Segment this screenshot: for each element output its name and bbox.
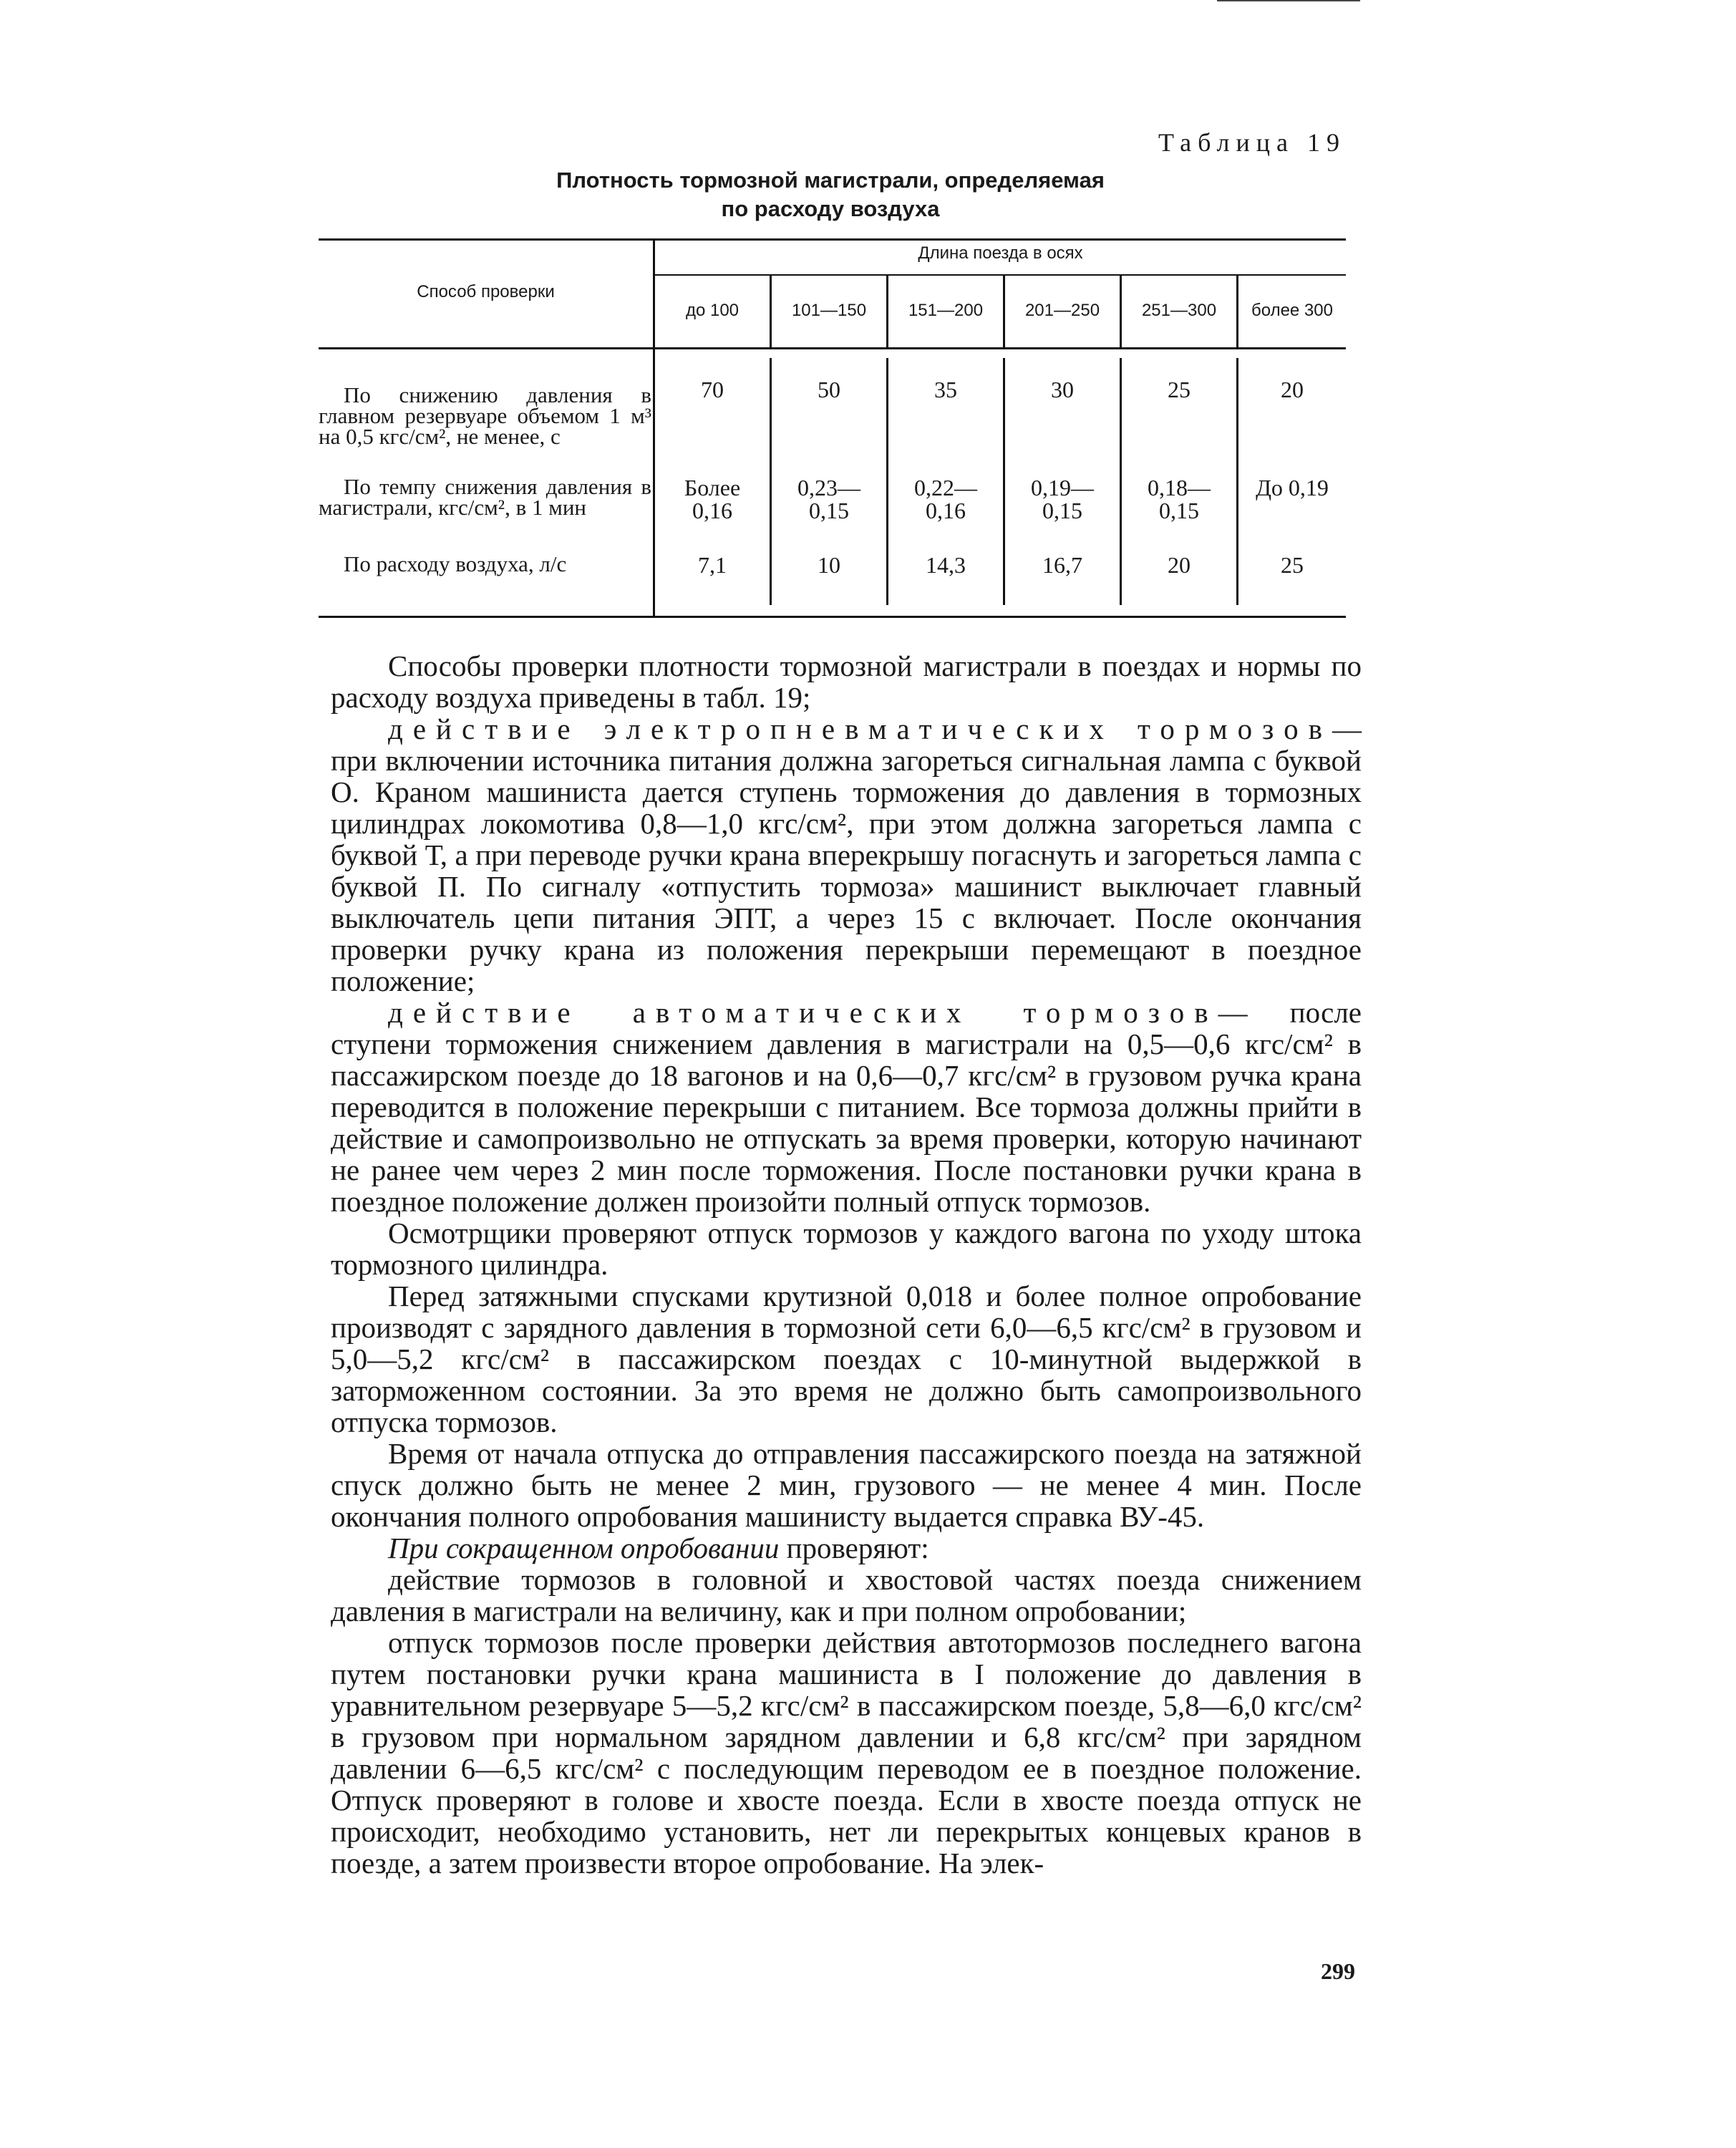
header-bottom-rule: [319, 347, 1346, 349]
cell-line: Более: [684, 475, 741, 500]
row-label: По снижению давления в главном резервуаре объемом 1 м³ на 0,5 кгс/см², не менее, с: [319, 382, 651, 449]
table-cell: 14,3: [926, 552, 966, 578]
paragraph: Время от начала отпуска до отправления пассажирского поезда на затяжной спуск должно быть не менее 2 мин, грузового — не менее 4 мин. После окончания полного опробования машинисту выдается справка ВУ-45.: [331, 1437, 1362, 1533]
paragraph: [331, 713, 1362, 997]
table-title: [544, 166, 1117, 223]
cell-line: 0,15: [1042, 498, 1082, 523]
paragraph: действие тормозов в головной и хвостовой частях поезда снижением давления в магистрали на величину, как и при полном опробовании;: [331, 1563, 1362, 1627]
cell-line: 0,15: [809, 498, 849, 523]
cell-line: 0,15: [1159, 498, 1199, 523]
table-cell: 7,1: [698, 552, 727, 578]
table-cell: 50: [818, 377, 840, 402]
spaced-heading: действие автоматических тормозов: [388, 996, 1218, 1029]
cell-line: 0,16: [692, 498, 732, 523]
table-cell: 70: [701, 377, 724, 402]
top-rule: [1217, 0, 1360, 1]
table-top-rule: [319, 238, 1346, 241]
header-mid-rule: [653, 274, 1346, 276]
table-cell: [1005, 476, 1120, 522]
table-bottom-rule: [319, 616, 1346, 618]
column-header: 251—300: [1141, 301, 1217, 320]
paragraph-text: — после ступени торможения снижением давления в магистрали на 0,5—0,6 кгс/см² в пассажирском поезде до 18 вагонов и на 0,6—0,7 кгс/см² в грузовом ручка крана переводится в положение перекрыши с питанием. Все тормоза должны прийти в действие и самопроизвольно не отпускать за время проверки, которую начинают не ранее чем через 2 мин после торможения. После постановки ручки крана в поездное положение должен произойти полный отпуск тормозов.: [331, 996, 1362, 1218]
paragraph: [331, 1532, 1362, 1564]
table-title-line1: Плотность тормозной магистрали, определяемая: [556, 168, 1105, 193]
cell-line: 0,16: [926, 498, 966, 523]
table-cell: 25: [1281, 552, 1304, 578]
column-header: до 100: [685, 301, 740, 320]
paragraph: [331, 997, 1362, 1217]
table-cell: [888, 476, 1003, 522]
paragraph-text: проверяют:: [779, 1532, 929, 1564]
row-label: По темпу снижения давления в магистрали, кгс/см², в 1 мин: [319, 474, 651, 520]
row-label: По расходу воздуха, л/с: [344, 551, 567, 576]
table-cell: 30: [1051, 377, 1074, 402]
table-cell: [1238, 476, 1346, 499]
spaced-heading: действие электропневматических тормозов: [388, 712, 1332, 745]
cell-line: 0,22—: [914, 475, 977, 500]
table-cell: [772, 476, 886, 522]
italic-phrase: При сокращенном опробовании: [388, 1532, 780, 1564]
table-cell: 10: [818, 552, 840, 578]
method-header: Способ проверки: [417, 282, 555, 301]
column-header: 101—150: [791, 301, 867, 320]
column-header: 201—250: [1024, 301, 1100, 320]
cell-line: 0,23—: [797, 475, 860, 500]
page-number: 299: [1321, 1958, 1355, 1984]
table-cell: 35: [934, 377, 957, 402]
paragraph: Способы проверки плотности тормозной магистрали в поездах и нормы по расходу воздуха приведены в табл. 19;: [331, 649, 1362, 714]
table-label: Таблица 19: [1158, 128, 1346, 157]
paragraph: отпуск тормозов после проверки действия автотормозов последнего вагона путем постановки ручки крана машиниста в I положение до давления в уравнительном резервуаре 5—5,2 кгс/см² в пассажирском поезде, 5,8—6,0 кгс/см² в грузовом при нормальном зарядном давлении и 6,8 кгс/см² при зарядном давлении 6—6,5 кгс/см² с последующим переводом ее в поездное положение. Отпуск проверяют в голове и хвосте поезда. Если в хвосте поезда отпуск не происходит, необходимо установить, нет ли перекрытых концевых кранов в поезде, а затем произвести второе опробование. На элек-: [331, 1626, 1362, 1880]
cell-line: 0,18—: [1148, 475, 1211, 500]
table-cell: 16,7: [1042, 552, 1082, 578]
table-cell: [655, 476, 770, 522]
table-cell: 20: [1281, 377, 1304, 402]
body-text: [331, 650, 1362, 1879]
column-header: 151—200: [908, 301, 984, 320]
table-cell: 20: [1168, 552, 1191, 578]
paragraph: Перед затяжными спусками крутизной 0,018 и более полное опробование производят с зарядного давления в тормозной сети 6,0—6,5 кгс/см² в грузовом и 5,0—5,2 кгс/см² в пассажирском поездах с 10-минутной выдержкой в заторможенном состоянии. За это время не должно быть самопроизвольного отпуска тормозов.: [331, 1279, 1362, 1438]
paragraph: Осмотрщики проверяют отпуск тормозов у каждого вагона по уходу штока тормозного цилиндра.: [331, 1216, 1362, 1281]
length-header: Длина поезда в осях: [918, 243, 1083, 263]
table-cell: [1122, 476, 1236, 522]
table-cell: 25: [1168, 377, 1191, 402]
cell-line: До 0,19: [1256, 475, 1329, 500]
cell-line: 0,19—: [1031, 475, 1094, 500]
column-header: более 300: [1251, 301, 1333, 320]
paragraph-text: — при включении источника питания должна загореться сигнальная лампа с буквой О. Краном машиниста дается ступень торможения до давления в тормозных цилиндрах локомотива 0,8—1,0 кгс/см², при этом должна загореться лампа с буквой Т, а при переводе ручки крана вперекрышу погаснуть и загореться лампа с буквой П. По сигналу «отпустить тормоза» машинист выключает главный выключатель цепи питания ЭПТ, а через 15 с включает. После окончания проверки ручку крана из положения перекрыши перемещают в поездное положение;: [331, 712, 1362, 997]
table-title-line2: по расходу воздуха: [721, 196, 940, 221]
